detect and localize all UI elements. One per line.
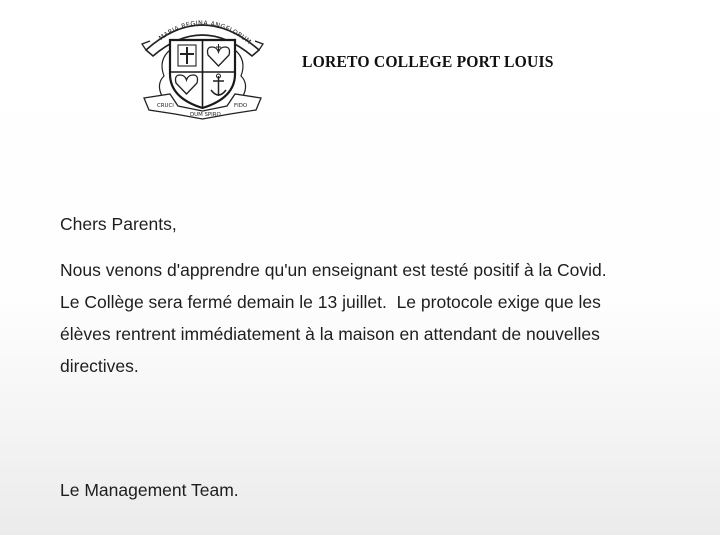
svg-text:DUM SPIRO: DUM SPIRO — [190, 112, 221, 118]
letterhead — [0, 0, 720, 130]
svg-text:CRUCI: CRUCI — [157, 103, 174, 109]
school-crest-logo — [140, 10, 265, 120]
school-name: LORETO COLLEGE PORT LOUIS — [302, 52, 554, 71]
letter-body — [60, 254, 680, 382]
letter-line: Le Collège sera fermé demain le 13 juillet. Le protocole exige que les — [60, 292, 601, 312]
svg-text:MARIA REGINA ANGELORUM: MARIA REGINA ANGELORUM — [157, 18, 253, 46]
letter-signature: Le Management Team. — [60, 480, 239, 500]
letter-line: Nous venons d'apprendre qu'un enseignant est testé positif à la Covid. — [60, 260, 607, 280]
letter-greeting: Chers Parents, — [60, 214, 177, 234]
svg-text:FIDO: FIDO — [234, 103, 248, 109]
letter-line: élèves rentrent immédiatement à la maison en attendant de nouvelles — [60, 324, 600, 344]
letter-line: directives. — [60, 356, 139, 376]
